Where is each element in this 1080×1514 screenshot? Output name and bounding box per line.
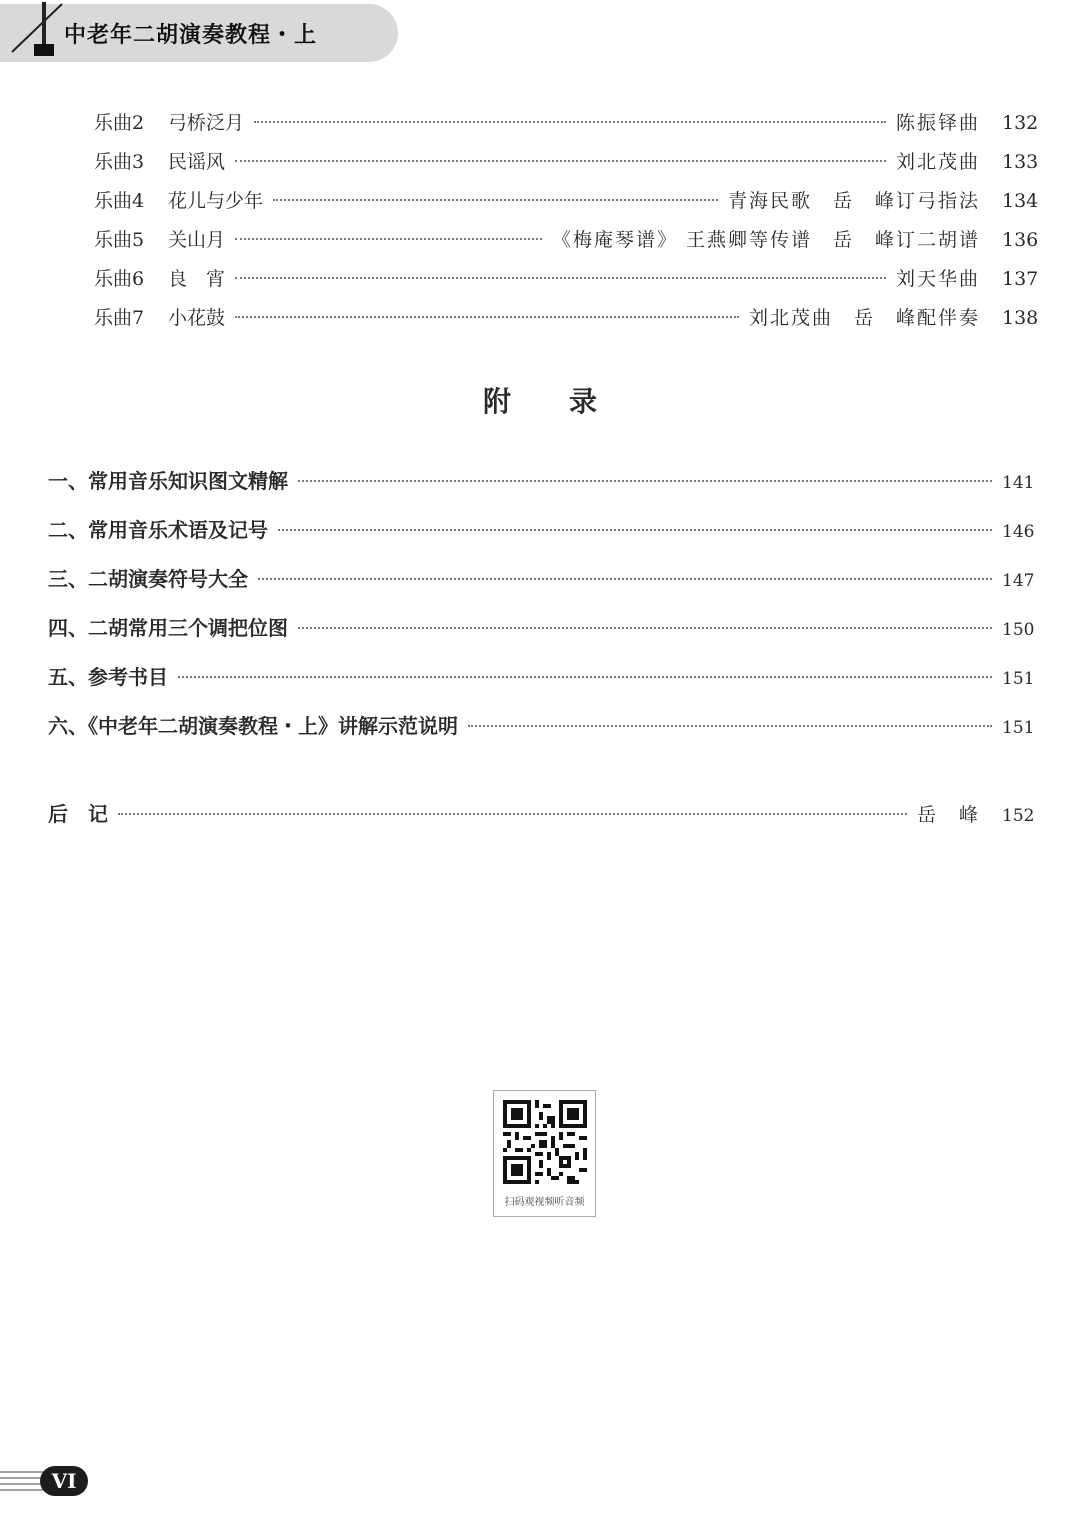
page-number: 132	[1002, 112, 1039, 134]
page-number: 150	[1002, 620, 1035, 640]
toc-row-song-5[interactable]	[94, 225, 1039, 252]
appendix-label: 四、二胡常用三个调把位图	[48, 616, 288, 640]
song-number: 乐曲2	[94, 112, 145, 134]
appendix-label: 六、《中老年二胡演奏教程・上》讲解示范说明	[48, 714, 458, 738]
erhu-logo-icon	[0, 0, 70, 62]
song-credit: 陈振铎曲	[895, 112, 980, 134]
qr-code-panel[interactable]	[493, 1090, 596, 1217]
afterword-credit: 岳 峰	[916, 804, 980, 826]
song-number: 乐曲5	[94, 229, 145, 251]
song-number: 乐曲6	[94, 268, 145, 290]
page-number: 133	[1002, 151, 1039, 173]
appendix-label: 二、常用音乐术语及记号	[48, 518, 268, 542]
toc-row-song-4[interactable]	[94, 186, 1039, 213]
song-credit: 刘北茂曲	[895, 151, 980, 173]
toc-row-appendix-1[interactable]	[48, 465, 1034, 494]
page-number: 151	[1002, 669, 1035, 689]
toc-row-appendix-2[interactable]	[48, 514, 1034, 543]
song-credit: 刘北茂曲 岳 峰配伴奏	[748, 307, 980, 329]
song-title: 小花鼓	[168, 307, 226, 329]
qr-caption: 扫码观视频听音频	[504, 1197, 585, 1208]
page-number: 138	[1002, 307, 1039, 329]
dot-leader	[278, 529, 992, 531]
song-credit: 《梅庵琴谱》 王燕卿等传谱 岳 峰订二胡谱	[551, 229, 980, 251]
dot-leader	[178, 676, 992, 678]
toc-row-appendix-6[interactable]	[48, 710, 1034, 739]
page-number: 146	[1002, 522, 1035, 542]
page-number: 137	[1002, 268, 1039, 290]
dot-leader	[235, 160, 886, 162]
page-number: 134	[1002, 190, 1039, 212]
toc-row-song-6[interactable]	[94, 264, 1039, 291]
page-number: 152	[1002, 806, 1035, 826]
page-number: 141	[1002, 473, 1035, 493]
dot-leader	[235, 277, 886, 279]
page-number-badge: VI	[40, 1466, 88, 1496]
song-number: 乐曲4	[94, 190, 145, 212]
appendix-heading: 附录	[482, 385, 655, 418]
song-title: 良 宵	[168, 268, 226, 290]
dot-leader	[235, 238, 542, 240]
toc-row-song-2[interactable]	[94, 108, 1039, 135]
dot-leader	[235, 316, 739, 318]
dot-leader	[254, 121, 886, 123]
song-title: 弓桥泛月	[168, 112, 245, 134]
song-number: 乐曲3	[94, 151, 145, 173]
appendix-label: 三、二胡演奏符号大全	[48, 567, 248, 591]
page-number: 136	[1002, 229, 1039, 251]
dot-leader	[468, 725, 992, 727]
appendix-label: 一、常用音乐知识图文精解	[48, 469, 288, 493]
toc-row-appendix-4[interactable]	[48, 612, 1034, 641]
appendix-label: 五、参考书目	[48, 665, 168, 689]
dot-leader	[118, 813, 907, 815]
dot-leader	[298, 627, 992, 629]
page-number: 147	[1002, 571, 1035, 591]
book-title: 中老年二胡演奏教程・上	[64, 23, 318, 48]
toc-row-song-3[interactable]	[94, 147, 1039, 174]
dot-leader	[258, 578, 992, 580]
song-title: 民谣风	[168, 151, 226, 173]
song-credit: 青海民歌 岳 峰订弓指法	[727, 190, 980, 212]
toc-row-song-7[interactable]	[94, 303, 1039, 330]
qr-code-icon[interactable]	[503, 1100, 587, 1184]
song-credit: 刘天华曲	[895, 268, 980, 290]
song-title: 花儿与少年	[168, 190, 264, 212]
dot-leader	[273, 199, 718, 201]
dot-leader	[298, 480, 992, 482]
toc-row-appendix-5[interactable]	[48, 661, 1034, 690]
page-number: 151	[1002, 718, 1035, 738]
song-number: 乐曲7	[94, 307, 145, 329]
toc-row-appendix-3[interactable]	[48, 563, 1034, 592]
toc-row-afterword[interactable]	[48, 798, 1034, 827]
song-title: 关山月	[168, 229, 226, 251]
afterword-label: 后 记	[48, 802, 108, 826]
